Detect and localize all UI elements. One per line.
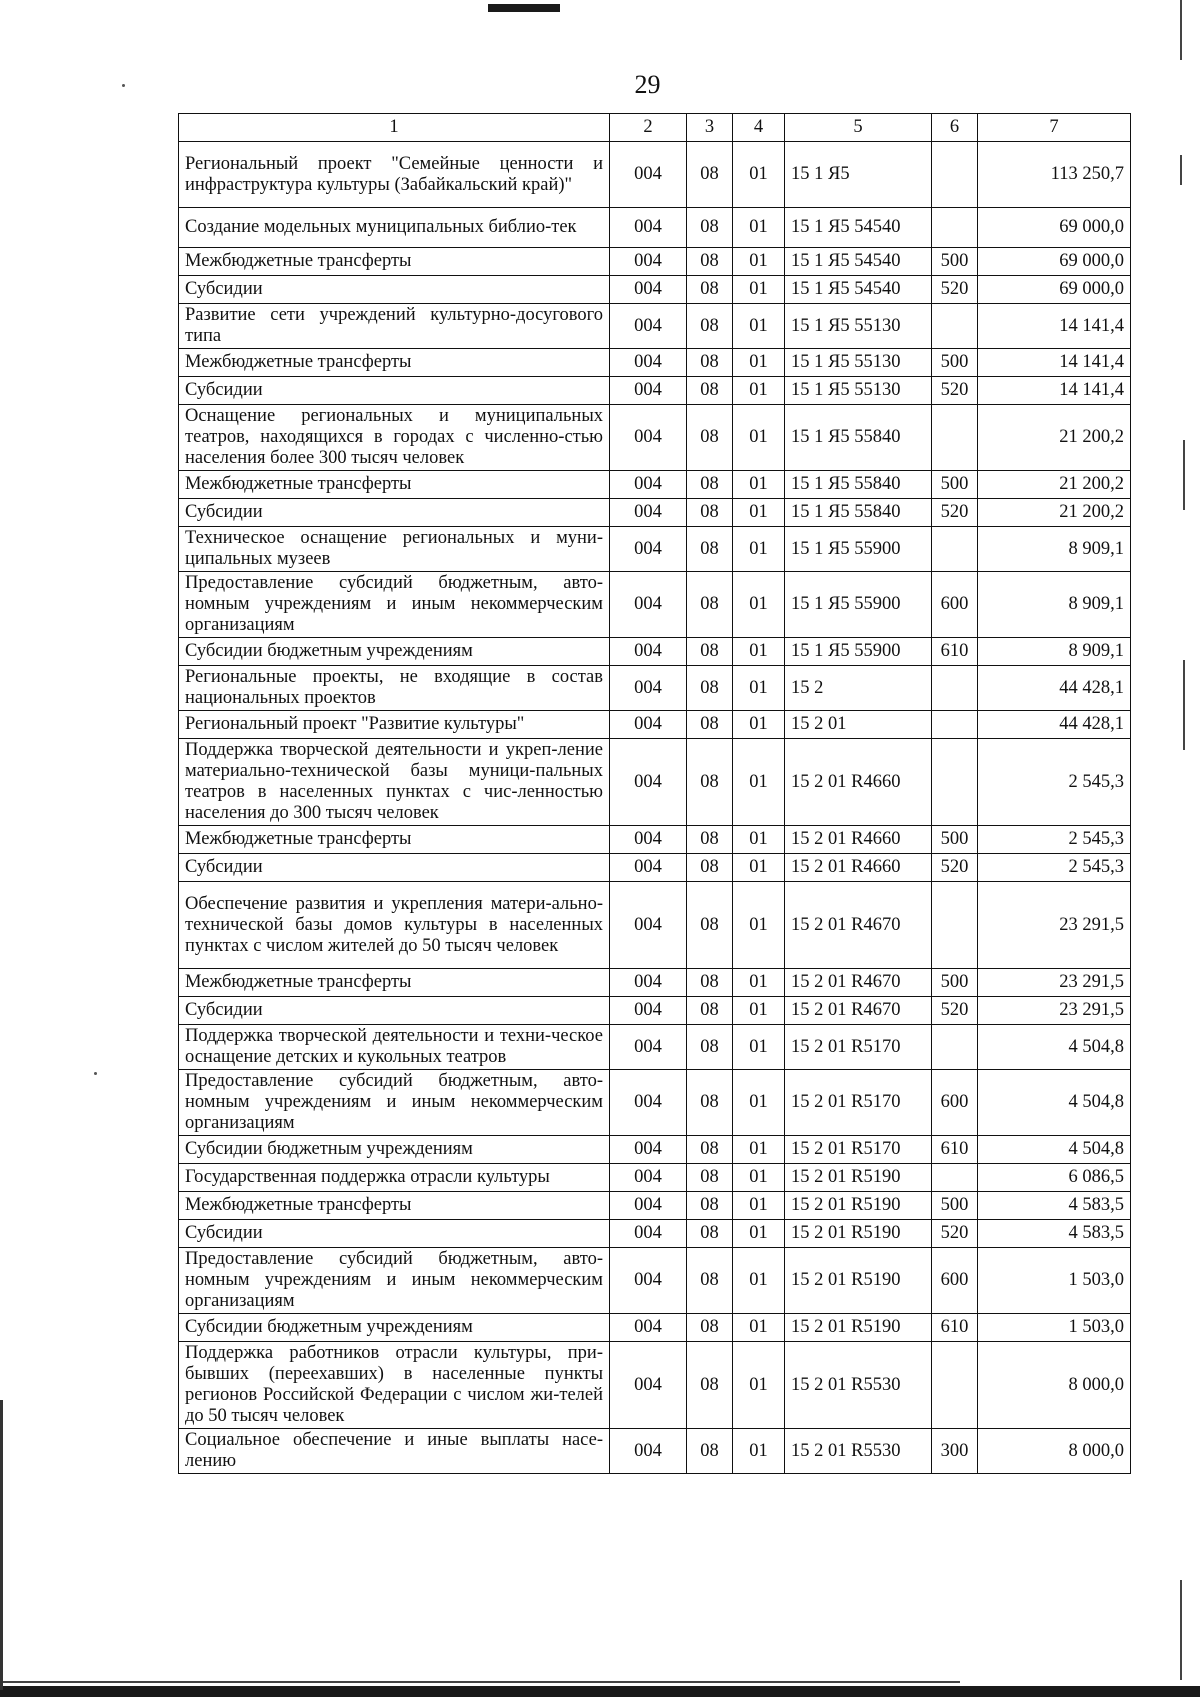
row-code-3-cell: 08 bbox=[687, 405, 733, 471]
row-name-cell: Субсидии bbox=[179, 276, 610, 304]
row-amount-cell: 113 250,7 bbox=[978, 142, 1131, 208]
row-code-4-cell: 01 bbox=[733, 1070, 785, 1136]
row-code-2-cell: 004 bbox=[610, 572, 687, 638]
row-code-4-cell: 01 bbox=[733, 572, 785, 638]
row-amount-cell: 23 291,5 bbox=[978, 969, 1131, 997]
row-code-6-cell: 500 bbox=[932, 1192, 978, 1220]
row-code-4-cell: 01 bbox=[733, 826, 785, 854]
row-name-cell: Региональные проекты, не входящие в состав национальных проектов bbox=[179, 666, 610, 711]
row-code-5-cell: 15 1 Я5 54540 bbox=[785, 276, 932, 304]
row-code-5-cell: 15 2 01 R5170 bbox=[785, 1136, 932, 1164]
row-amount-cell: 8 909,1 bbox=[978, 527, 1131, 572]
table-row bbox=[179, 1192, 1131, 1220]
row-code-2-cell: 004 bbox=[610, 527, 687, 572]
row-name-cell: Обеспечение развития и укрепления матери-ально-технической базы домов культуры в населенных пунктах с числом жителей до 50 тысяч человек bbox=[179, 882, 610, 969]
row-code-6-cell: 500 bbox=[932, 248, 978, 276]
row-name-cell: Субсидии бюджетным учреждениям bbox=[179, 1136, 610, 1164]
row-code-6-cell bbox=[932, 1164, 978, 1192]
table-header-row bbox=[179, 114, 1131, 142]
scan-artifact-right-mark bbox=[1180, 155, 1182, 185]
row-amount-cell: 69 000,0 bbox=[978, 248, 1131, 276]
row-name-cell: Предоставление субсидий бюджетным, авто-номным учреждениям и иным некоммерческим организациям bbox=[179, 1070, 610, 1136]
row-code-4-cell: 01 bbox=[733, 142, 785, 208]
row-code-2-cell: 004 bbox=[610, 405, 687, 471]
row-name-cell: Предоставление субсидий бюджетным, авто-номным учреждениям и иным некоммерческим организациям bbox=[179, 572, 610, 638]
row-code-5-cell: 15 2 01 R5190 bbox=[785, 1248, 932, 1314]
row-code-5-cell: 15 2 01 R4670 bbox=[785, 997, 932, 1025]
row-code-5-cell: 15 2 01 R5190 bbox=[785, 1220, 932, 1248]
row-code-5-cell: 15 1 Я5 bbox=[785, 142, 932, 208]
row-code-3-cell: 08 bbox=[687, 1248, 733, 1314]
row-code-6-cell: 520 bbox=[932, 377, 978, 405]
row-amount-cell: 2 545,3 bbox=[978, 826, 1131, 854]
row-name-cell: Поддержка работников отрасли культуры, при-бывших (переехавших) в населенные пункты регионов Российской Федерации с числом жи-телей до 50 тысяч человек bbox=[179, 1342, 610, 1429]
row-code-2-cell: 004 bbox=[610, 826, 687, 854]
scan-artifact-bottom-line bbox=[0, 1681, 960, 1683]
row-name-cell: Субсидии bbox=[179, 1220, 610, 1248]
row-code-5-cell: 15 2 bbox=[785, 666, 932, 711]
row-code-4-cell: 01 bbox=[733, 1429, 785, 1474]
row-code-3-cell: 08 bbox=[687, 638, 733, 666]
row-code-6-cell: 500 bbox=[932, 969, 978, 997]
row-code-3-cell: 08 bbox=[687, 377, 733, 405]
row-amount-cell: 69 000,0 bbox=[978, 208, 1131, 248]
row-code-3-cell: 08 bbox=[687, 1136, 733, 1164]
table-row bbox=[179, 739, 1131, 826]
row-code-6-cell: 610 bbox=[932, 1136, 978, 1164]
row-name-cell: Субсидии bbox=[179, 377, 610, 405]
row-code-6-cell bbox=[932, 527, 978, 572]
row-code-3-cell: 08 bbox=[687, 499, 733, 527]
row-code-2-cell: 004 bbox=[610, 349, 687, 377]
row-code-5-cell: 15 2 01 R5170 bbox=[785, 1070, 932, 1136]
row-code-3-cell: 08 bbox=[687, 208, 733, 248]
row-code-2-cell: 004 bbox=[610, 276, 687, 304]
row-name-cell: Техническое оснащение региональных и муни-ципальных музеев bbox=[179, 527, 610, 572]
column-header: 1 bbox=[179, 114, 610, 142]
row-name-cell: Государственная поддержка отрасли культуры bbox=[179, 1164, 610, 1192]
row-code-4-cell: 01 bbox=[733, 882, 785, 969]
row-code-2-cell: 004 bbox=[610, 304, 687, 349]
row-code-4-cell: 01 bbox=[733, 248, 785, 276]
table-row bbox=[179, 572, 1131, 638]
scan-artifact-top bbox=[488, 4, 560, 12]
row-code-5-cell: 15 1 Я5 55840 bbox=[785, 405, 932, 471]
row-amount-cell: 14 141,4 bbox=[978, 304, 1131, 349]
row-code-5-cell: 15 1 Я5 55130 bbox=[785, 377, 932, 405]
row-code-3-cell: 08 bbox=[687, 1314, 733, 1342]
row-code-3-cell: 08 bbox=[687, 471, 733, 499]
column-header: 4 bbox=[733, 114, 785, 142]
row-amount-cell: 69 000,0 bbox=[978, 276, 1131, 304]
row-code-6-cell: 600 bbox=[932, 572, 978, 638]
table-row bbox=[179, 969, 1131, 997]
row-code-6-cell bbox=[932, 739, 978, 826]
row-code-4-cell: 01 bbox=[733, 1192, 785, 1220]
row-code-6-cell bbox=[932, 304, 978, 349]
row-amount-cell: 2 545,3 bbox=[978, 739, 1131, 826]
row-code-3-cell: 08 bbox=[687, 572, 733, 638]
row-code-5-cell: 15 2 01 R5190 bbox=[785, 1192, 932, 1220]
row-code-6-cell bbox=[932, 1025, 978, 1070]
row-code-5-cell: 15 1 Я5 55900 bbox=[785, 638, 932, 666]
column-header: 5 bbox=[785, 114, 932, 142]
table-row bbox=[179, 997, 1131, 1025]
row-code-5-cell: 15 2 01 R5190 bbox=[785, 1314, 932, 1342]
row-name-cell: Предоставление субсидий бюджетным, авто-номным учреждениям и иным некоммерческим организациям bbox=[179, 1248, 610, 1314]
row-name-cell: Поддержка творческой деятельности и укреп-ление материально-технической базы муници-пальных театров в населенных пунктах с чис-ленностью населения до 300 тысяч человек bbox=[179, 739, 610, 826]
row-amount-cell: 8 000,0 bbox=[978, 1342, 1131, 1429]
row-code-4-cell: 01 bbox=[733, 1248, 785, 1314]
row-name-cell: Межбюджетные трансферты bbox=[179, 1192, 610, 1220]
table-row bbox=[179, 248, 1131, 276]
row-code-6-cell bbox=[932, 1342, 978, 1429]
table-row bbox=[179, 276, 1131, 304]
row-code-6-cell: 520 bbox=[932, 499, 978, 527]
row-code-2-cell: 004 bbox=[610, 854, 687, 882]
table-row bbox=[179, 377, 1131, 405]
row-name-cell: Субсидии bbox=[179, 499, 610, 527]
row-code-5-cell: 15 1 Я5 55130 bbox=[785, 349, 932, 377]
row-code-6-cell bbox=[932, 142, 978, 208]
row-name-cell: Социальное обеспечение и иные выплаты насе-лению bbox=[179, 1429, 610, 1474]
row-code-6-cell: 520 bbox=[932, 997, 978, 1025]
row-code-4-cell: 01 bbox=[733, 377, 785, 405]
row-name-cell: Субсидии bbox=[179, 854, 610, 882]
row-code-5-cell: 15 2 01 R5530 bbox=[785, 1342, 932, 1429]
row-code-2-cell: 004 bbox=[610, 969, 687, 997]
row-amount-cell: 4 583,5 bbox=[978, 1192, 1131, 1220]
row-code-2-cell: 004 bbox=[610, 1164, 687, 1192]
row-code-2-cell: 004 bbox=[610, 666, 687, 711]
row-code-2-cell: 004 bbox=[610, 997, 687, 1025]
table-row bbox=[179, 405, 1131, 471]
row-amount-cell: 4 504,8 bbox=[978, 1025, 1131, 1070]
scan-artifact-left bbox=[0, 1400, 3, 1690]
scan-artifact-right-mark bbox=[1180, 0, 1182, 60]
row-code-5-cell: 15 2 01 R4660 bbox=[785, 826, 932, 854]
row-code-6-cell: 520 bbox=[932, 1220, 978, 1248]
row-code-3-cell: 08 bbox=[687, 1220, 733, 1248]
row-code-2-cell: 004 bbox=[610, 882, 687, 969]
row-code-6-cell: 600 bbox=[932, 1070, 978, 1136]
row-code-2-cell: 004 bbox=[610, 711, 687, 739]
row-code-3-cell: 08 bbox=[687, 1070, 733, 1136]
row-code-4-cell: 01 bbox=[733, 711, 785, 739]
row-code-5-cell: 15 2 01 R5530 bbox=[785, 1429, 932, 1474]
row-code-4-cell: 01 bbox=[733, 997, 785, 1025]
table-row bbox=[179, 499, 1131, 527]
row-name-cell: Региональный проект "Семейные ценности и инфраструктура культуры (Забайкальский край)" bbox=[179, 142, 610, 208]
row-code-5-cell: 15 1 Я5 55840 bbox=[785, 471, 932, 499]
row-code-2-cell: 004 bbox=[610, 1070, 687, 1136]
row-amount-cell: 21 200,2 bbox=[978, 499, 1131, 527]
row-code-6-cell: 300 bbox=[932, 1429, 978, 1474]
row-name-cell: Создание модельных муниципальных библио-тек bbox=[179, 208, 610, 248]
row-code-3-cell: 08 bbox=[687, 276, 733, 304]
row-amount-cell: 8 909,1 bbox=[978, 638, 1131, 666]
row-code-4-cell: 01 bbox=[733, 304, 785, 349]
row-code-4-cell: 01 bbox=[733, 854, 785, 882]
row-code-2-cell: 004 bbox=[610, 142, 687, 208]
table-row bbox=[179, 882, 1131, 969]
row-code-4-cell: 01 bbox=[733, 349, 785, 377]
row-name-cell: Субсидии бюджетным учреждениям bbox=[179, 638, 610, 666]
row-amount-cell: 21 200,2 bbox=[978, 405, 1131, 471]
table-row bbox=[179, 304, 1131, 349]
row-code-5-cell: 15 1 Я5 55840 bbox=[785, 499, 932, 527]
table-row bbox=[179, 711, 1131, 739]
table-row bbox=[179, 471, 1131, 499]
row-code-5-cell: 15 1 Я5 55130 bbox=[785, 304, 932, 349]
row-name-cell: Субсидии bbox=[179, 997, 610, 1025]
row-code-4-cell: 01 bbox=[733, 471, 785, 499]
row-code-3-cell: 08 bbox=[687, 739, 733, 826]
row-name-cell: Региональный проект "Развитие культуры" bbox=[179, 711, 610, 739]
table-row bbox=[179, 1136, 1131, 1164]
row-code-4-cell: 01 bbox=[733, 1136, 785, 1164]
row-code-5-cell: 15 1 Я5 55900 bbox=[785, 572, 932, 638]
row-name-cell: Межбюджетные трансферты bbox=[179, 826, 610, 854]
row-code-2-cell: 004 bbox=[610, 471, 687, 499]
row-code-2-cell: 004 bbox=[610, 638, 687, 666]
row-code-6-cell: 500 bbox=[932, 471, 978, 499]
column-header: 2 bbox=[610, 114, 687, 142]
row-code-3-cell: 08 bbox=[687, 1025, 733, 1070]
row-code-2-cell: 004 bbox=[610, 248, 687, 276]
row-code-3-cell: 08 bbox=[687, 349, 733, 377]
row-name-cell: Оснащение региональных и муниципальных театров, находящихся в городах с численно-стью населения более 300 тысяч человек bbox=[179, 405, 610, 471]
row-code-4-cell: 01 bbox=[733, 1025, 785, 1070]
page-number: 29 bbox=[634, 70, 661, 99]
row-code-5-cell: 15 2 01 bbox=[785, 711, 932, 739]
table-row bbox=[179, 208, 1131, 248]
row-code-3-cell: 08 bbox=[687, 1342, 733, 1429]
row-name-cell: Поддержка творческой деятельности и техни-ческое оснащение детских и кукольных театров bbox=[179, 1025, 610, 1070]
row-code-2-cell: 004 bbox=[610, 1220, 687, 1248]
table-row bbox=[179, 1070, 1131, 1136]
row-code-6-cell: 520 bbox=[932, 276, 978, 304]
row-amount-cell: 14 141,4 bbox=[978, 377, 1131, 405]
row-code-2-cell: 004 bbox=[610, 1136, 687, 1164]
table-row bbox=[179, 1025, 1131, 1070]
row-amount-cell: 6 086,5 bbox=[978, 1164, 1131, 1192]
row-code-2-cell: 004 bbox=[610, 739, 687, 826]
row-code-4-cell: 01 bbox=[733, 527, 785, 572]
column-header: 6 bbox=[932, 114, 978, 142]
row-amount-cell: 14 141,4 bbox=[978, 349, 1131, 377]
row-code-6-cell: 610 bbox=[932, 638, 978, 666]
row-amount-cell: 4 504,8 bbox=[978, 1136, 1131, 1164]
scan-artifact-dot bbox=[94, 1072, 97, 1075]
row-amount-cell: 4 504,8 bbox=[978, 1070, 1131, 1136]
table-row bbox=[179, 1220, 1131, 1248]
row-code-4-cell: 01 bbox=[733, 739, 785, 826]
row-code-4-cell: 01 bbox=[733, 1164, 785, 1192]
row-code-3-cell: 08 bbox=[687, 969, 733, 997]
row-code-6-cell bbox=[932, 405, 978, 471]
row-code-4-cell: 01 bbox=[733, 405, 785, 471]
row-code-3-cell: 08 bbox=[687, 304, 733, 349]
column-header: 7 bbox=[978, 114, 1131, 142]
row-code-3-cell: 08 bbox=[687, 142, 733, 208]
row-code-6-cell bbox=[932, 666, 978, 711]
row-code-2-cell: 004 bbox=[610, 1192, 687, 1220]
row-code-4-cell: 01 bbox=[733, 1220, 785, 1248]
row-code-5-cell: 15 2 01 R4670 bbox=[785, 969, 932, 997]
row-amount-cell: 8 909,1 bbox=[978, 572, 1131, 638]
row-code-3-cell: 08 bbox=[687, 527, 733, 572]
row-amount-cell: 44 428,1 bbox=[978, 711, 1131, 739]
row-code-4-cell: 01 bbox=[733, 208, 785, 248]
table-row bbox=[179, 1164, 1131, 1192]
row-code-5-cell: 15 1 Я5 55900 bbox=[785, 527, 932, 572]
table-row bbox=[179, 826, 1131, 854]
column-header: 3 bbox=[687, 114, 733, 142]
table-row bbox=[179, 854, 1131, 882]
row-amount-cell: 4 583,5 bbox=[978, 1220, 1131, 1248]
row-code-3-cell: 08 bbox=[687, 882, 733, 969]
row-code-3-cell: 08 bbox=[687, 997, 733, 1025]
row-name-cell: Межбюджетные трансферты bbox=[179, 471, 610, 499]
row-name-cell: Развитие сети учреждений культурно-досугового типа bbox=[179, 304, 610, 349]
table-row bbox=[179, 1248, 1131, 1314]
table-row bbox=[179, 349, 1131, 377]
table-row bbox=[179, 527, 1131, 572]
row-code-2-cell: 004 bbox=[610, 1342, 687, 1429]
row-code-3-cell: 08 bbox=[687, 1429, 733, 1474]
scan-artifact-bottom bbox=[0, 1686, 1200, 1697]
table-row bbox=[179, 1429, 1131, 1474]
row-amount-cell: 23 291,5 bbox=[978, 997, 1131, 1025]
row-code-4-cell: 01 bbox=[733, 1314, 785, 1342]
row-amount-cell: 21 200,2 bbox=[978, 471, 1131, 499]
row-code-2-cell: 004 bbox=[610, 1248, 687, 1314]
row-code-2-cell: 004 bbox=[610, 1429, 687, 1474]
row-code-4-cell: 01 bbox=[733, 1342, 785, 1429]
row-code-2-cell: 004 bbox=[610, 1025, 687, 1070]
budget-table bbox=[178, 113, 1131, 1474]
row-code-4-cell: 01 bbox=[733, 638, 785, 666]
row-code-6-cell: 500 bbox=[932, 826, 978, 854]
row-code-5-cell: 15 2 01 R5170 bbox=[785, 1025, 932, 1070]
scan-artifact-right-mark bbox=[1183, 660, 1185, 750]
row-code-3-cell: 08 bbox=[687, 1192, 733, 1220]
row-code-6-cell: 500 bbox=[932, 349, 978, 377]
row-code-5-cell: 15 1 Я5 54540 bbox=[785, 208, 932, 248]
row-amount-cell: 1 503,0 bbox=[978, 1248, 1131, 1314]
row-amount-cell: 1 503,0 bbox=[978, 1314, 1131, 1342]
table-row bbox=[179, 1314, 1131, 1342]
row-name-cell: Межбюджетные трансферты bbox=[179, 969, 610, 997]
row-code-3-cell: 08 bbox=[687, 854, 733, 882]
table-row bbox=[179, 638, 1131, 666]
row-code-6-cell bbox=[932, 208, 978, 248]
row-code-4-cell: 01 bbox=[733, 276, 785, 304]
table-row bbox=[179, 142, 1131, 208]
row-code-2-cell: 004 bbox=[610, 208, 687, 248]
row-code-2-cell: 004 bbox=[610, 499, 687, 527]
row-code-5-cell: 15 2 01 R5190 bbox=[785, 1164, 932, 1192]
table-row bbox=[179, 1342, 1131, 1429]
row-code-4-cell: 01 bbox=[733, 666, 785, 711]
row-code-6-cell: 610 bbox=[932, 1314, 978, 1342]
row-code-5-cell: 15 2 01 R4660 bbox=[785, 739, 932, 826]
row-code-5-cell: 15 2 01 R4670 bbox=[785, 882, 932, 969]
row-code-4-cell: 01 bbox=[733, 969, 785, 997]
row-code-6-cell: 520 bbox=[932, 854, 978, 882]
row-code-6-cell: 600 bbox=[932, 1248, 978, 1314]
row-code-4-cell: 01 bbox=[733, 499, 785, 527]
row-code-2-cell: 004 bbox=[610, 377, 687, 405]
row-code-6-cell bbox=[932, 882, 978, 969]
scan-artifact-right-mark bbox=[1183, 440, 1185, 510]
row-amount-cell: 44 428,1 bbox=[978, 666, 1131, 711]
row-code-3-cell: 08 bbox=[687, 1164, 733, 1192]
row-code-2-cell: 004 bbox=[610, 1314, 687, 1342]
row-code-3-cell: 08 bbox=[687, 826, 733, 854]
row-amount-cell: 8 000,0 bbox=[978, 1429, 1131, 1474]
row-code-3-cell: 08 bbox=[687, 666, 733, 711]
scan-artifact-right-mark bbox=[1180, 1580, 1182, 1680]
row-code-5-cell: 15 2 01 R4660 bbox=[785, 854, 932, 882]
row-name-cell: Субсидии бюджетным учреждениям bbox=[179, 1314, 610, 1342]
row-amount-cell: 2 545,3 bbox=[978, 854, 1131, 882]
row-code-3-cell: 08 bbox=[687, 711, 733, 739]
table-row bbox=[179, 666, 1131, 711]
row-code-6-cell bbox=[932, 711, 978, 739]
row-name-cell: Межбюджетные трансферты bbox=[179, 349, 610, 377]
row-amount-cell: 23 291,5 bbox=[978, 882, 1131, 969]
row-name-cell: Межбюджетные трансферты bbox=[179, 248, 610, 276]
row-code-5-cell: 15 1 Я5 54540 bbox=[785, 248, 932, 276]
row-code-3-cell: 08 bbox=[687, 248, 733, 276]
